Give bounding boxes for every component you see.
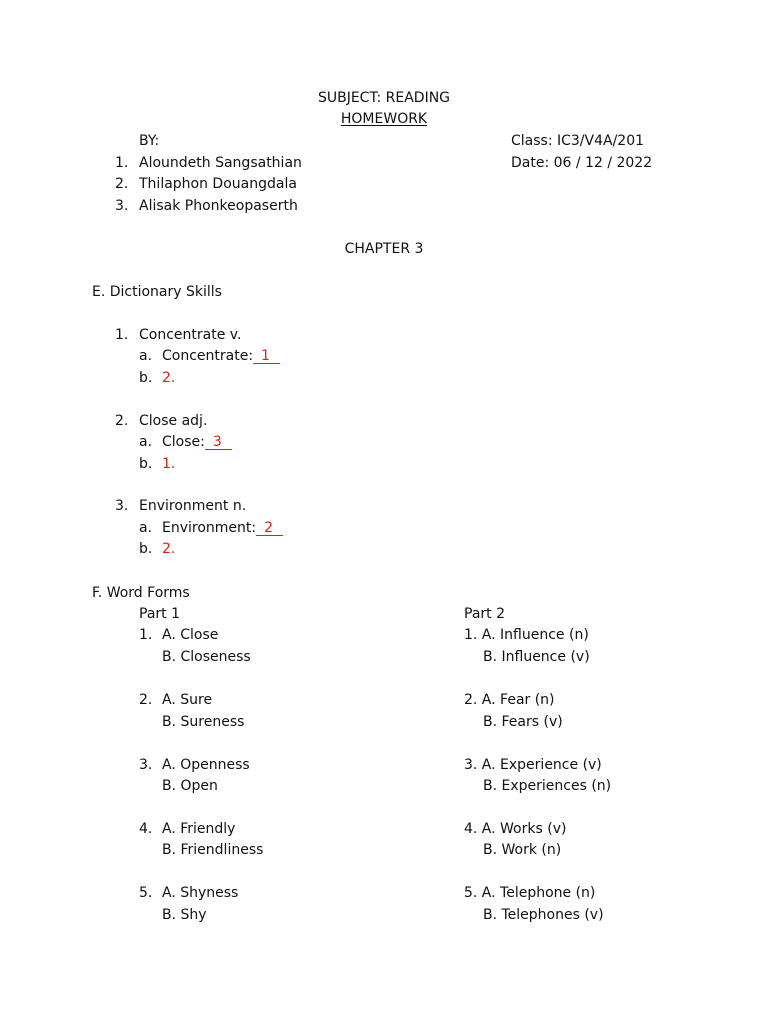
sub-label: a. xyxy=(139,348,153,364)
item-number: 3. xyxy=(115,498,129,514)
author-number: 1. xyxy=(115,155,129,171)
part2-label: Part 2 xyxy=(464,606,505,622)
answer-blank: 2 xyxy=(256,521,283,536)
word-form-b: B. Work (n) xyxy=(483,842,562,858)
author-name: Thilaphon Douangdala xyxy=(139,176,297,192)
word-form-a: 1. A. Influence (n) xyxy=(464,627,589,643)
sub-label: b. xyxy=(139,370,153,386)
word-form-a: A. Shyness xyxy=(162,885,239,901)
item-number: 2. xyxy=(115,413,129,429)
item-number: 1. xyxy=(139,627,153,643)
definition-word: Close: xyxy=(162,434,205,450)
word-form-b: B. Telephones (v) xyxy=(483,907,604,923)
word-form-b: B. Closeness xyxy=(162,649,251,665)
author-name: Aloundeth Sangsathian xyxy=(139,155,302,171)
word-form-b: B. Shy xyxy=(162,907,207,923)
part1-label: Part 1 xyxy=(139,606,180,622)
item-number: 5. xyxy=(139,885,153,901)
definition-line xyxy=(162,433,232,451)
subject-heading: SUBJECT: READING xyxy=(317,90,451,106)
word-form-b: B. Influence (v) xyxy=(483,649,590,665)
item-number: 3. xyxy=(139,757,153,773)
word-form-a: 3. A. Experience (v) xyxy=(464,757,602,773)
homework-title: HOMEWORK xyxy=(340,111,428,127)
section-f-title: F. Word Forms xyxy=(92,585,190,601)
answer-text: 2. xyxy=(162,370,176,386)
word-form-a: 5. A. Telephone (n) xyxy=(464,885,596,901)
answer-text: 2. xyxy=(162,541,176,557)
word-form-b: B. Friendliness xyxy=(162,842,264,858)
sub-label: a. xyxy=(139,434,153,450)
word-form-b: B. Sureness xyxy=(162,714,245,730)
class-label: Class: IC3/V4A/201 xyxy=(511,133,645,149)
definition-line xyxy=(162,519,283,537)
sub-label: a. xyxy=(139,520,153,536)
sub-label: b. xyxy=(139,541,153,557)
answer-text: 1. xyxy=(162,456,176,472)
answer-blank: 3 xyxy=(205,435,232,450)
chapter-heading: CHAPTER 3 xyxy=(344,241,424,257)
word-form-b: B. Experiences (n) xyxy=(483,778,612,794)
dictionary-word: Environment n. xyxy=(139,498,247,514)
dictionary-word: Concentrate v. xyxy=(139,327,242,343)
definition-word: Concentrate: xyxy=(162,348,254,364)
item-number: 2. xyxy=(139,692,153,708)
sub-label: b. xyxy=(139,456,153,472)
word-form-a: A. Friendly xyxy=(162,821,236,837)
item-number: 4. xyxy=(139,821,153,837)
by-label: BY: xyxy=(139,133,160,149)
author-number: 3. xyxy=(115,198,129,214)
word-form-a: A. Close xyxy=(162,627,219,643)
dictionary-word: Close adj. xyxy=(139,413,208,429)
word-form-a: A. Sure xyxy=(162,692,213,708)
author-number: 2. xyxy=(115,176,129,192)
word-form-b: B. Open xyxy=(162,778,218,794)
definition-line xyxy=(162,347,280,365)
word-form-a: 4. A. Works (v) xyxy=(464,821,567,837)
section-e-title: E. Dictionary Skills xyxy=(92,284,222,300)
word-form-a: 2. A. Fear (n) xyxy=(464,692,555,708)
author-name: Alisak Phonkeopaserth xyxy=(139,198,298,214)
date-label: Date: 06 / 12 / 2022 xyxy=(511,155,653,171)
answer-blank: 1 xyxy=(253,349,280,364)
word-form-a: A. Openness xyxy=(162,757,250,773)
word-form-b: B. Fears (v) xyxy=(483,714,563,730)
definition-word: Environment: xyxy=(162,520,257,536)
item-number: 1. xyxy=(115,327,129,343)
homework-heading xyxy=(0,110,768,128)
